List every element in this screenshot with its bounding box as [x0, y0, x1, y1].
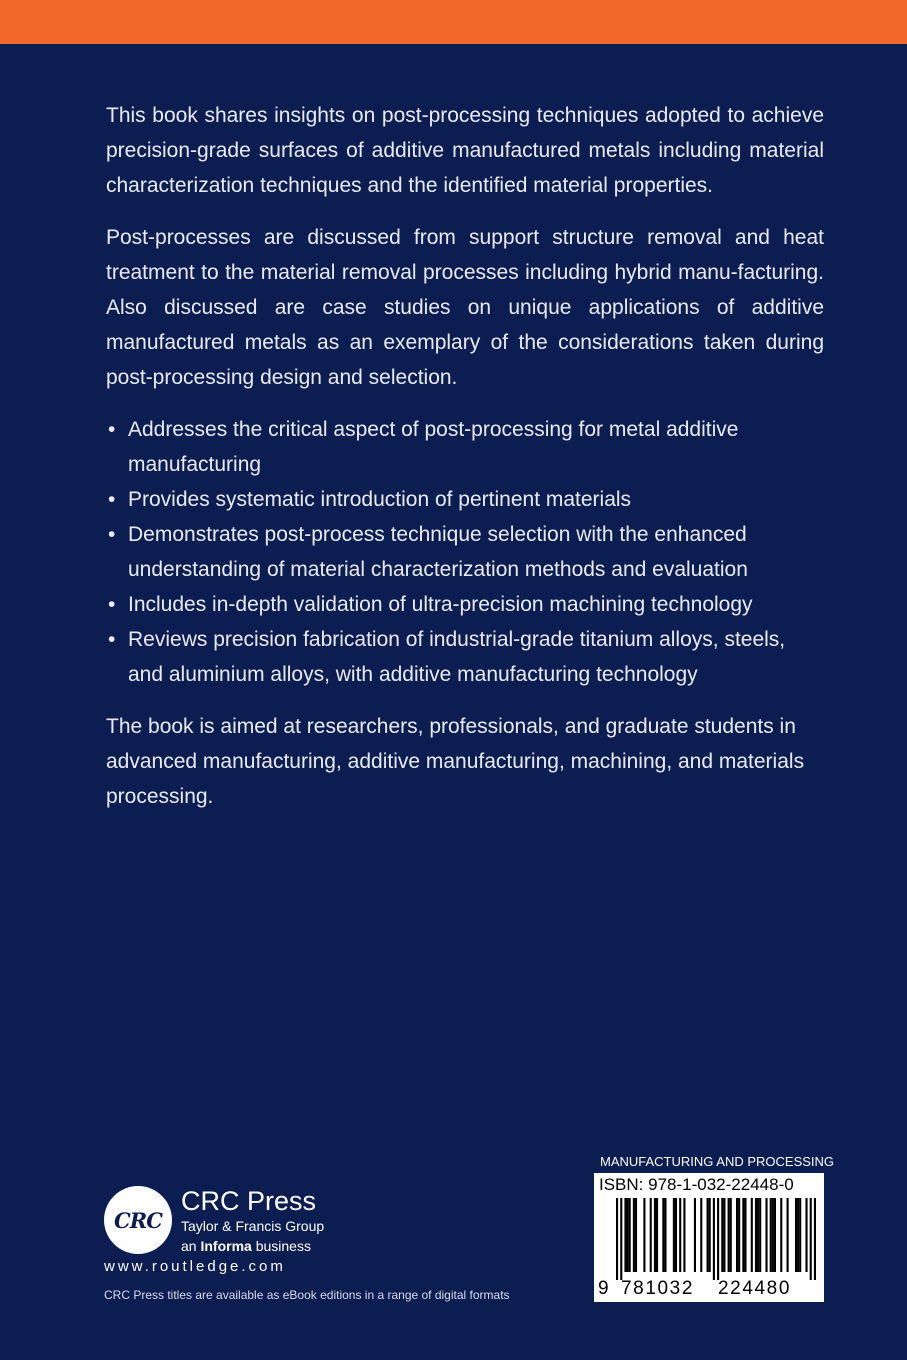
isbn-barcode	[594, 1173, 824, 1302]
bullet-icon: •	[108, 488, 116, 511]
barcode-guard-bar	[713, 1198, 715, 1280]
barcode-bar	[709, 1198, 711, 1272]
barcode-bar	[723, 1198, 725, 1272]
informa-tagline: an Informa business	[181, 1238, 311, 1254]
crc-logo-icon	[104, 1186, 172, 1254]
barcode-bar	[765, 1198, 767, 1272]
barcode-bar	[675, 1198, 677, 1272]
barcode-bar	[770, 1198, 772, 1272]
barcode-bar	[730, 1198, 732, 1272]
barcode-bar	[656, 1198, 658, 1272]
barcode-guard-bar	[616, 1198, 618, 1280]
barcode-bar	[707, 1198, 709, 1272]
barcode-guard-bar	[717, 1198, 719, 1280]
barcode-bar	[643, 1198, 645, 1272]
barcode-bar	[683, 1198, 685, 1272]
barcode-bar	[654, 1198, 656, 1272]
publisher-name: CRC Press	[181, 1186, 317, 1216]
list-item: • Demonstrates post-process technique selection with the enhanced understanding of material characterization methods and evaluation	[106, 517, 824, 587]
barcode-bar	[744, 1198, 746, 1272]
barcode-bar	[742, 1198, 744, 1272]
ean-digits	[594, 1277, 824, 1301]
list-item: • Reviews precision fabrication of industrial-grade titanium alloys, steels, and aluminium alloys, with additive manufacturing technology	[106, 622, 824, 692]
barcode-guard-bar	[620, 1198, 622, 1280]
publisher-brand	[181, 1186, 324, 1256]
barcode-bar	[805, 1198, 807, 1272]
barcode-bar	[780, 1198, 782, 1272]
barcode-bar	[795, 1198, 797, 1272]
ean-right-group: 224480	[718, 1278, 792, 1299]
barcode-bar	[759, 1198, 761, 1272]
feature-list	[106, 412, 824, 692]
publisher-website[interactable]: www.routledge.com	[104, 1258, 286, 1275]
barcode-bar	[664, 1198, 666, 1272]
barcode-bar	[633, 1198, 635, 1272]
barcode-bar	[700, 1198, 702, 1272]
ean-first-digit: 9	[598, 1278, 609, 1299]
barcode-bars	[616, 1198, 816, 1280]
isbn-label: ISBN: 978-1-032-22448-0	[599, 1175, 794, 1194]
list-item: • Includes in-depth validation of ultra-precision machining technology	[106, 587, 824, 622]
barcode-bar	[629, 1198, 631, 1272]
top-color-band	[0, 0, 907, 44]
barcode-bar	[650, 1198, 652, 1272]
barcode-bar	[721, 1198, 723, 1272]
subject-category: MANUFACTURING AND PROCESSING	[600, 1154, 835, 1169]
barcode-bar	[774, 1198, 776, 1272]
barcode-bar	[728, 1198, 730, 1272]
barcode-bar	[755, 1198, 757, 1272]
barcode-bar	[627, 1198, 629, 1272]
barcode-guard-bar	[814, 1198, 816, 1280]
list-item: • Provides systematic introduction of pertinent materials	[106, 482, 824, 517]
bullet-icon: •	[108, 418, 116, 441]
barcode-bar	[673, 1198, 675, 1272]
list-item: • Addresses the critical aspect of post-processing for metal additive manufacturing	[106, 412, 824, 482]
bullet-icon: •	[108, 523, 116, 546]
barcode-bar	[635, 1198, 637, 1272]
bullet-icon: •	[108, 593, 116, 616]
barcode-bar	[694, 1198, 696, 1272]
audience-paragraph: The book is aimed at researchers, professionals, and graduate students in advanced manufacturing, additive manufacturing, machining, and materials processing.	[106, 715, 805, 808]
barcode-guard-bar	[810, 1198, 812, 1280]
barcode-bar	[751, 1198, 753, 1272]
barcode-bar	[757, 1198, 759, 1272]
back-cover-description	[106, 98, 824, 831]
post-process-paragraph: Post-processes are discussed from support structure removal and heat treatment to the material removal processes including hybrid manu-facturing. Also discussed are case studies on unique applications of additive manufactured metals as an exemplary of the considerations taken during post-processing design and selection.	[106, 226, 824, 389]
barcode-bar	[738, 1198, 740, 1272]
barcode-bar	[662, 1198, 664, 1272]
barcode-bar	[679, 1198, 681, 1272]
barcode-bar	[797, 1198, 799, 1272]
barcode-bar	[624, 1198, 626, 1272]
barcode-bar	[772, 1198, 774, 1272]
crc-logo-text: CRC	[114, 1207, 162, 1233]
barcode-bar	[787, 1198, 789, 1272]
barcode-bar	[799, 1198, 801, 1272]
bullet-icon: •	[108, 628, 116, 651]
ebook-availability-note: CRC Press titles are available as eBook editions in a range of digital formats	[104, 1288, 510, 1302]
publisher-group: Taylor & Francis Group	[181, 1218, 325, 1234]
intro-paragraph: This book shares insights on post-processing techniques adopted to achieve precision-grade surfaces of additive manufactured metals including material characterization techniques and the identified material properties.	[106, 104, 824, 197]
barcode-bar	[736, 1198, 738, 1272]
ean-left-group: 781032	[621, 1278, 695, 1299]
